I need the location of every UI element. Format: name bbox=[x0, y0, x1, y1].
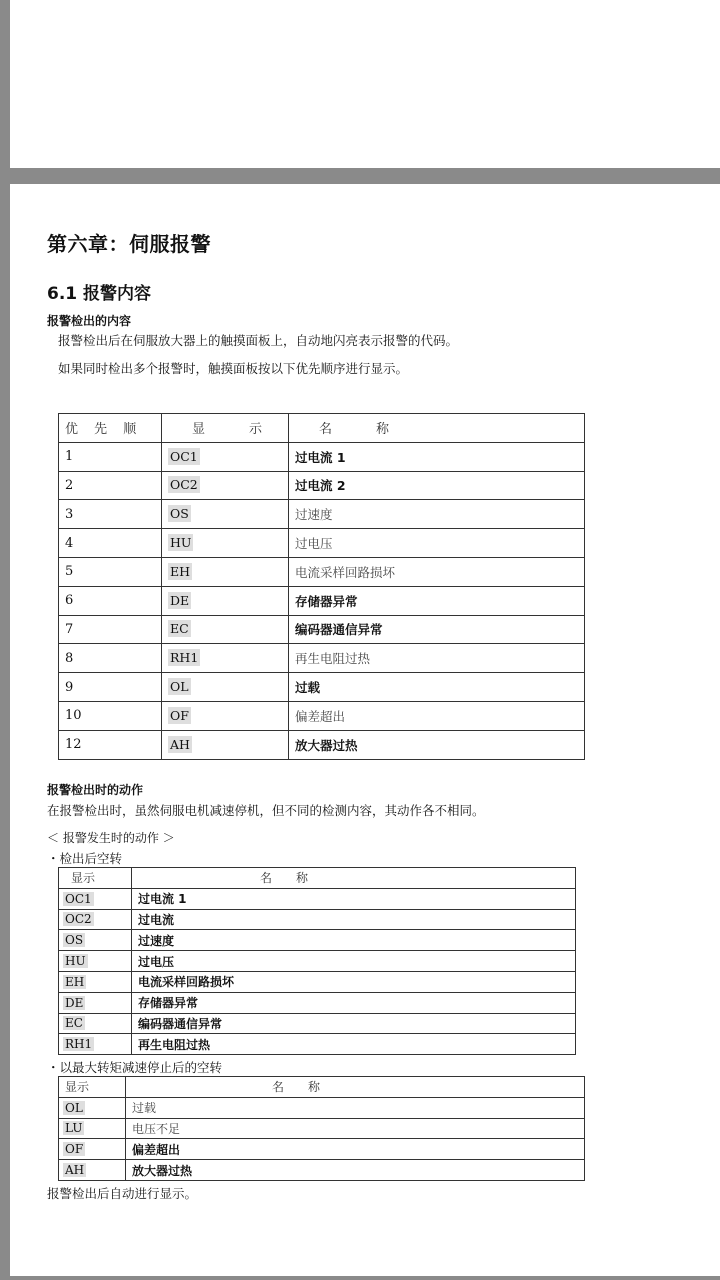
table-header-row bbox=[59, 868, 576, 889]
priority-cell: 7 bbox=[59, 615, 162, 644]
detect-heading: 报警检出的内容 bbox=[47, 314, 132, 328]
alarm-code: EC bbox=[170, 621, 189, 637]
alarm-code: LU bbox=[65, 1121, 83, 1136]
previous-page bbox=[10, 0, 720, 168]
alarm-code: OF bbox=[65, 1142, 84, 1157]
alarm-name: 电压不足 bbox=[132, 1121, 181, 1136]
alarm-code: OC2 bbox=[170, 477, 198, 493]
priority-table bbox=[58, 413, 585, 760]
table-row bbox=[59, 557, 585, 586]
detect-line-1: 报警检出后在伺服放大器上的触摸面板上，自动地闪亮表示报警的代码。 bbox=[58, 333, 459, 348]
decel-label: ・以最大转矩减速停止后的空转 bbox=[47, 1060, 223, 1075]
alarm-code: DE bbox=[65, 995, 84, 1010]
header-display: 显 示 bbox=[162, 414, 289, 443]
header-name: 名 称 bbox=[132, 868, 576, 889]
alarm-code: EH bbox=[65, 974, 85, 989]
alarm-code: OS bbox=[170, 506, 189, 522]
alarm-name: 编码器通信异常 bbox=[138, 1016, 223, 1031]
alarm-name: 过电流 bbox=[138, 912, 175, 927]
decel-table bbox=[58, 1076, 585, 1181]
table-row bbox=[59, 951, 576, 972]
table-row bbox=[59, 615, 585, 644]
alarm-code: OF bbox=[170, 707, 189, 723]
table-row bbox=[59, 992, 576, 1013]
alarm-code: OL bbox=[65, 1100, 83, 1115]
table-row bbox=[59, 1013, 576, 1034]
table-row bbox=[59, 529, 585, 558]
alarm-name: 电流采样回路损坏 bbox=[295, 564, 396, 580]
table-row bbox=[59, 888, 576, 909]
alarm-name: 偏差超出 bbox=[295, 708, 346, 724]
alarm-code: AH bbox=[170, 736, 190, 752]
alarm-name: 过电压 bbox=[295, 536, 333, 552]
priority-cell: 9 bbox=[59, 673, 162, 702]
alarm-code: RH1 bbox=[65, 1037, 93, 1052]
priority-cell: 5 bbox=[59, 557, 162, 586]
table-header-row bbox=[59, 1077, 585, 1098]
alarm-code: DE bbox=[170, 592, 190, 608]
footer-line: 报警检出后自动进行显示。 bbox=[47, 1186, 198, 1201]
alarm-code: OS bbox=[65, 933, 84, 948]
alarm-name: 放大器过热 bbox=[295, 737, 358, 753]
alarm-code: OL bbox=[170, 679, 189, 695]
alarm-name: 过电流 1 bbox=[138, 892, 187, 907]
table-row bbox=[59, 1160, 585, 1181]
alarm-code: HU bbox=[170, 535, 192, 551]
coast-label: ・检出后空转 bbox=[47, 851, 123, 866]
action-heading: 报警检出时的动作 bbox=[47, 783, 144, 797]
section-title: 6.1 报警内容 bbox=[47, 284, 152, 304]
document-page bbox=[10, 184, 720, 1276]
alarm-name: 过速度 bbox=[138, 933, 175, 948]
table-row bbox=[59, 971, 576, 992]
priority-cell: 8 bbox=[59, 644, 162, 673]
header-name: 名 称 bbox=[126, 1077, 585, 1098]
alarm-code: EC bbox=[65, 1016, 83, 1031]
table-row bbox=[59, 471, 585, 500]
table-row bbox=[59, 1118, 585, 1139]
detect-line-2: 如果同时检出多个报警时，触摸面板按以下优先顺序进行显示。 bbox=[58, 361, 409, 376]
alarm-code: HU bbox=[65, 954, 86, 969]
table-row bbox=[59, 442, 585, 471]
alarm-name: 再生电阻过热 bbox=[138, 1037, 211, 1052]
alarm-name: 偏差超出 bbox=[132, 1142, 181, 1157]
alarm-name: 存储器异常 bbox=[295, 593, 358, 609]
alarm-name: 过电流 2 bbox=[295, 478, 346, 494]
priority-cell: 6 bbox=[59, 586, 162, 615]
alarm-name: 过载 bbox=[132, 1101, 157, 1116]
chapter-title: 第六章：伺服报警 bbox=[47, 232, 211, 256]
table-row bbox=[59, 930, 576, 951]
alarm-name: 过电压 bbox=[138, 954, 175, 969]
priority-cell: 12 bbox=[59, 730, 162, 759]
table-header-row bbox=[59, 414, 585, 443]
priority-cell: 4 bbox=[59, 529, 162, 558]
priority-cell: 10 bbox=[59, 701, 162, 730]
header-display: 显示 bbox=[59, 868, 132, 889]
alarm-code: OC1 bbox=[65, 891, 92, 906]
alarm-code: RH1 bbox=[170, 650, 199, 666]
table-row bbox=[59, 500, 585, 529]
alarm-name: 再生电阻过热 bbox=[295, 651, 371, 667]
table-row bbox=[59, 673, 585, 702]
alarm-code: AH bbox=[65, 1163, 85, 1178]
header-name: 名 称 bbox=[289, 414, 585, 443]
priority-cell: 2 bbox=[59, 471, 162, 500]
table-row bbox=[59, 1034, 576, 1055]
table-row bbox=[59, 644, 585, 673]
table-row bbox=[59, 909, 576, 930]
table-row bbox=[59, 1139, 585, 1160]
priority-cell: 1 bbox=[59, 442, 162, 471]
alarm-name: 过载 bbox=[295, 680, 321, 696]
alarm-code: OC2 bbox=[65, 912, 92, 927]
alarm-name: 编码器通信异常 bbox=[295, 622, 383, 638]
action-line: 在报警检出时，虽然伺服电机减速停机，但不同的检测内容，其动作各不相同。 bbox=[47, 803, 485, 818]
occurrence-heading: ＜ 报警发生时的动作 ＞ bbox=[47, 831, 175, 845]
coast-table bbox=[58, 867, 576, 1055]
table-row bbox=[59, 1097, 585, 1118]
table-row bbox=[59, 730, 585, 759]
alarm-name: 存储器异常 bbox=[138, 996, 199, 1011]
alarm-name: 过速度 bbox=[295, 507, 333, 523]
table-row bbox=[59, 701, 585, 730]
alarm-name: 电流采样回路损坏 bbox=[138, 975, 235, 990]
priority-cell: 3 bbox=[59, 500, 162, 529]
alarm-code: OC1 bbox=[170, 448, 198, 464]
alarm-name: 放大器过热 bbox=[132, 1163, 193, 1178]
table-row bbox=[59, 586, 585, 615]
header-display: 显示 bbox=[59, 1077, 126, 1098]
alarm-code: EH bbox=[170, 563, 191, 579]
alarm-name: 过电流 1 bbox=[295, 449, 346, 465]
header-priority: 优 先 顺 bbox=[59, 414, 162, 443]
